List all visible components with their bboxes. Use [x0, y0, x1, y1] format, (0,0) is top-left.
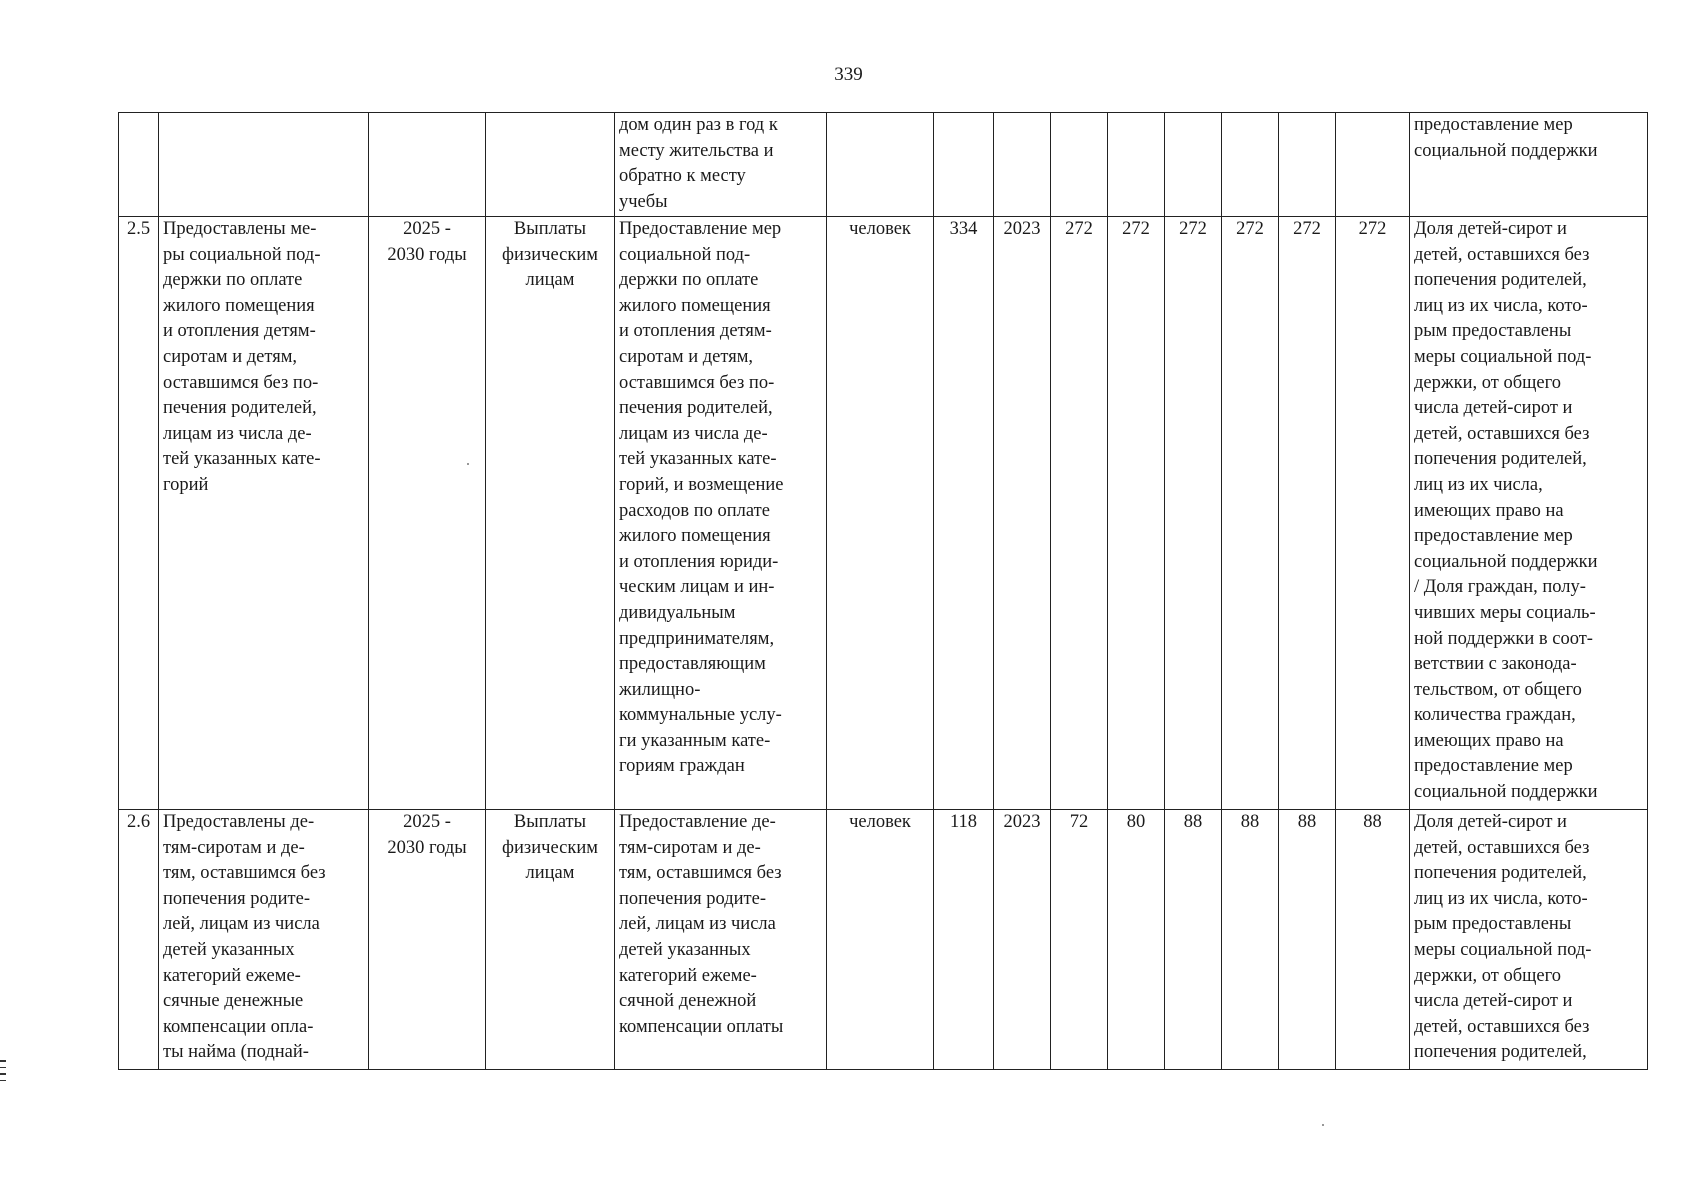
value-2026-cell: [1108, 113, 1165, 217]
row-number-cell: 2.5: [119, 217, 159, 810]
period-cell: [369, 113, 486, 217]
measures-table: [118, 112, 1648, 1070]
scan-speck: [1322, 1124, 1324, 1126]
base-value-cell: [934, 113, 994, 217]
type-cell: Выплаты физическим лицам: [486, 810, 615, 1070]
indicator-cell: Доля детей-сирот и детей, оставшихся без попечения родителей, лиц из их числа, кото- рым предоставлены меры социальной под- держки, от общего числа детей-сирот и детей, оставшихся без попечения родителей,: [1410, 810, 1648, 1070]
value-2030-cell: [1336, 113, 1410, 217]
base-year-cell: [994, 113, 1051, 217]
row-number-cell: [119, 113, 159, 217]
value-2029-cell: 272: [1279, 217, 1336, 810]
margin-mark: [0, 1067, 6, 1069]
unit-cell: человек: [827, 810, 934, 1070]
margin-mark: [0, 1073, 6, 1075]
page-number: 339: [834, 64, 863, 85]
type-cell: [486, 113, 615, 217]
value-2027-cell: 272: [1165, 217, 1222, 810]
period-cell: 2025 - 2030 годы: [369, 810, 486, 1070]
value-2026-cell: 272: [1108, 217, 1165, 810]
value-2029-cell: 88: [1279, 810, 1336, 1070]
table-row: [119, 113, 1648, 217]
result-cell: Предоставлены де- тям-сиротам и де- тям, оставшимся без попечения родите- лей, лицам из числа детей указанных категорий ежеме- сячные денежные компенсации опла- ты найма (поднай-: [159, 810, 369, 1070]
margin-mark: [0, 1080, 6, 1082]
measure-cell: Предоставление мер социальной под- держки по оплате жилого помещения и отопления детям- сиротам и детям, оставшимся без по- печения родителей, лицам из числа де- тей указанных кате- горий, и возмещение расходов по оплате жилого помещения и отопления юриди- ческим лицам и ин- дивидуальным предпринимателям, предоставляющим жилищно- коммунальные услу- ги указанным кате- гориям граждан: [615, 217, 827, 810]
scan-speck: [467, 463, 469, 465]
margin-marks: [0, 1060, 6, 1086]
base-value-cell: 334: [934, 217, 994, 810]
measure-cell: Предоставление де- тям-сиротам и де- тям, оставшимся без попечения родите- лей, лицам из числа детей указанных категорий ежеме- сячной денежной компенсации оплаты: [615, 810, 827, 1070]
table-row: [119, 217, 1648, 810]
base-value-cell: 118: [934, 810, 994, 1070]
result-cell: Предоставлены ме- ры социальной под- держки по оплате жилого помещения и отопления детям- сиротам и детям, оставшимся без по- печения родителей, лицам из числа де- тей указанных кате- горий: [159, 217, 369, 810]
base-year-cell: 2023: [994, 217, 1051, 810]
base-year-cell: 2023: [994, 810, 1051, 1070]
value-2028-cell: [1222, 113, 1279, 217]
value-2028-cell: 272: [1222, 217, 1279, 810]
indicator-cell: предоставление мер социальной поддержки: [1410, 113, 1648, 217]
value-2030-cell: 272: [1336, 217, 1410, 810]
result-cell: [159, 113, 369, 217]
type-cell: Выплаты физическим лицам: [486, 217, 615, 810]
measure-cell: дом один раз в год к месту жительства и обратно к месту учебы: [615, 113, 827, 217]
value-2026-cell: 80: [1108, 810, 1165, 1070]
value-2030-cell: 88: [1336, 810, 1410, 1070]
value-2027-cell: 88: [1165, 810, 1222, 1070]
value-2025-cell: 72: [1051, 810, 1108, 1070]
table-row: [119, 810, 1648, 1070]
unit-cell: человек: [827, 217, 934, 810]
value-2025-cell: 272: [1051, 217, 1108, 810]
value-2028-cell: 88: [1222, 810, 1279, 1070]
row-number-cell: 2.6: [119, 810, 159, 1070]
value-2025-cell: [1051, 113, 1108, 217]
indicator-cell: Доля детей-сирот и детей, оставшихся без попечения родителей, лиц из их числа, кото- рым предоставлены меры социальной под- держки, от общего числа детей-сирот и детей, оставшихся без попечения родителей, лиц из их числа, имеющих право на предоставление мер социальной поддержки / Доля граждан, полу- чивших меры социаль- ной поддержки в соот- ветствии с законода- тельством, от общего количества граждан, имеющих право на предоставление мер социальной поддержки: [1410, 217, 1648, 810]
unit-cell: [827, 113, 934, 217]
margin-mark: [0, 1060, 6, 1062]
value-2027-cell: [1165, 113, 1222, 217]
period-cell: 2025 - 2030 годы: [369, 217, 486, 810]
value-2029-cell: [1279, 113, 1336, 217]
